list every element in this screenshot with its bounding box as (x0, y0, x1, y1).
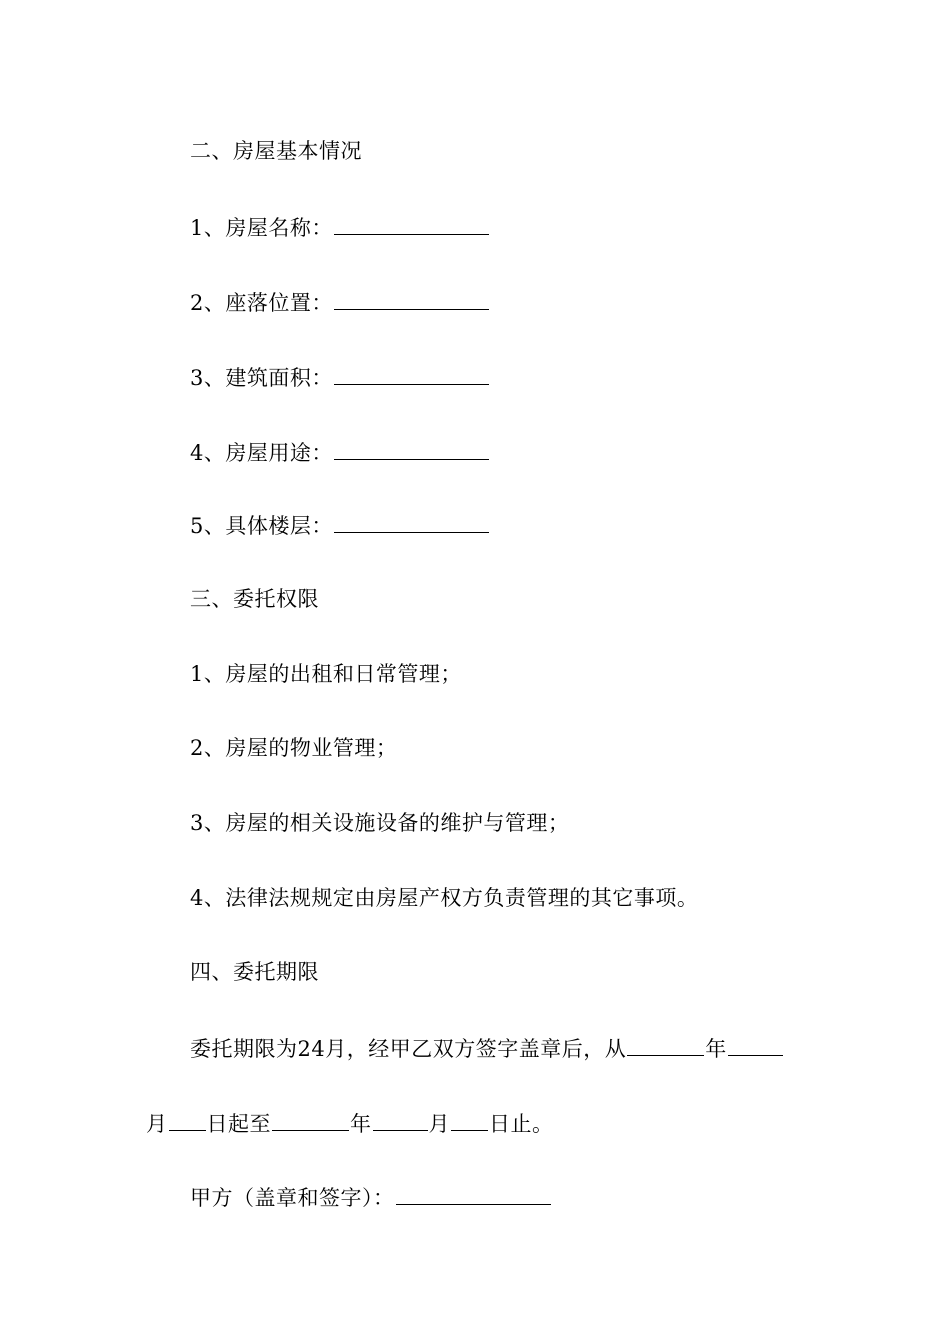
location-blank[interactable] (334, 287, 489, 310)
heading-text: 二、房屋基本情况 (190, 139, 362, 163)
term-text: 委托期限为24月，经甲乙双方签字盖章后，从 (190, 1037, 627, 1061)
field-house-name (190, 212, 490, 242)
day-from-label: 日起至 (206, 1112, 271, 1136)
section-heading-term (190, 958, 319, 986)
end-year-blank[interactable] (272, 1108, 349, 1131)
term-line-2 (146, 1108, 554, 1138)
month-label: 月 (428, 1112, 450, 1136)
section-heading-basic-info (190, 137, 362, 165)
usage-blank[interactable] (334, 437, 489, 460)
floor-area-blank[interactable] (334, 362, 489, 385)
field-location (190, 287, 490, 317)
field-label: 2、座落位置： (190, 291, 333, 315)
field-label: 5、具体楼层： (190, 514, 333, 538)
field-label: 3、建筑面积： (190, 366, 333, 390)
start-month-blank[interactable] (728, 1033, 783, 1056)
item-text: 4、法律法规规定由房屋产权方负责管理的其它事项。 (190, 886, 699, 910)
authority-item-2 (190, 734, 397, 762)
party-a-signature-blank[interactable] (396, 1182, 551, 1205)
signature-label: 甲方（盖章和签字）： (190, 1186, 395, 1210)
heading-text: 四、委托期限 (190, 960, 319, 984)
item-text: 1、房屋的出租和日常管理； (190, 662, 462, 686)
field-label: 4、房屋用途： (190, 441, 333, 465)
authority-item-3 (190, 809, 569, 837)
end-day-blank[interactable] (451, 1108, 488, 1131)
month-label: 月 (146, 1112, 168, 1136)
authority-item-1 (190, 660, 462, 688)
year-label: 年 (350, 1112, 372, 1136)
field-label: 1、房屋名称： (190, 216, 333, 240)
start-year-blank[interactable] (627, 1033, 704, 1056)
section-heading-authority (190, 585, 319, 613)
term-line-1 (190, 1033, 784, 1063)
item-text: 2、房屋的物业管理； (190, 736, 398, 760)
end-month-blank[interactable] (373, 1108, 428, 1131)
day-end-label: 日止。 (489, 1112, 554, 1136)
year-label: 年 (705, 1037, 727, 1061)
heading-text: 三、委托权限 (190, 587, 319, 611)
floor-blank[interactable] (334, 510, 489, 533)
field-floor (190, 510, 490, 540)
house-name-blank[interactable] (334, 212, 489, 235)
item-text: 3、房屋的相关设施设备的维护与管理； (190, 811, 570, 835)
field-floor-area (190, 362, 490, 392)
field-usage (190, 437, 490, 467)
authority-item-4 (190, 884, 698, 912)
party-a-signature (190, 1182, 552, 1212)
start-day-blank[interactable] (169, 1108, 206, 1131)
